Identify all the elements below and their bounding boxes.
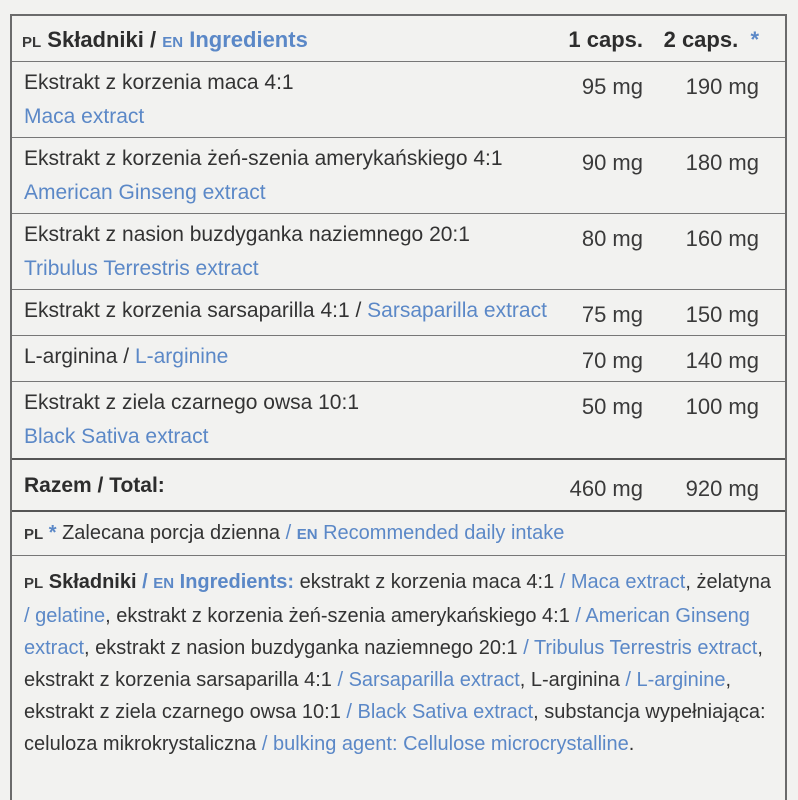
row-value-1caps: 50 mg (581, 394, 643, 419)
row-value-2caps: 180 mg (685, 150, 759, 175)
ingredient-pl-text: , ekstrakt z ziela czarnego owsa 10:1 (24, 669, 732, 723)
row-en-name: Maca extract (24, 105, 145, 128)
row-value-2caps: 160 mg (685, 226, 759, 251)
ingredient-en-text: / L-arginine (625, 669, 726, 691)
table-row (12, 290, 785, 336)
table-title (22, 27, 308, 53)
row-en-name: Tribulus Terrestris extract (24, 257, 259, 280)
en-title: Ingredients (189, 27, 308, 52)
row-en-name: American Ginseng extract (24, 181, 266, 204)
ingredient-pl-text: , żelatyna (685, 571, 771, 593)
pl-tag: PL (22, 34, 42, 51)
ingredient-list (24, 571, 771, 755)
ingredients-panel (10, 14, 787, 800)
ingr-pl-label: Składniki (48, 571, 137, 593)
row-value-2caps: 190 mg (685, 74, 759, 99)
row-label (24, 66, 294, 134)
row-value-1caps: 80 mg (581, 226, 643, 251)
row-pl-name: Ekstrakt z korzenia żeń-szenia amerykańskiego 4:1 (24, 147, 503, 170)
row-pl-name: L-arginina (24, 345, 118, 368)
ingredient-pl-text: . (628, 733, 635, 755)
row-label (24, 294, 547, 328)
pl-title: Składniki (47, 27, 144, 52)
ingredient-pl-text: , ekstrakt z korzenia sarsaparilla 4:1 (24, 637, 763, 691)
table-row (12, 214, 785, 290)
row-label (24, 218, 470, 286)
total-value-1caps: 460 mg (569, 476, 643, 501)
col2-label: 2 caps. (663, 27, 739, 52)
row-pl-name: Ekstrakt z ziela czarnego owsa 10:1 (24, 391, 359, 414)
ingr-pl-tag: PL (24, 575, 44, 592)
row-value-1caps: 70 mg (581, 348, 643, 373)
table-row (12, 138, 785, 214)
ingredient-pl-text: , substancja wypełniająca: celuloza mikrokrystaliczna (24, 701, 766, 755)
ingredient-pl-text: , ekstrakt z nasion buzdyganka naziemnego 20:1 (84, 637, 524, 659)
row-pl-name: Ekstrakt z korzenia maca 4:1 (24, 71, 294, 94)
table-header (12, 16, 785, 62)
row-value-1caps: 95 mg (581, 74, 643, 99)
ingredient-en-text: / American Ginseng extract (24, 605, 750, 659)
ingredient-en-text: / gelatine (24, 605, 106, 627)
col-header-2caps (664, 27, 759, 53)
note-en-tag: EN (296, 526, 318, 543)
note-separator: / (285, 522, 292, 544)
note-en-text: Recommended daily intake (323, 522, 565, 544)
row-en-name: Sarsaparilla extract (367, 299, 547, 322)
row-value-2caps: 150 mg (685, 302, 759, 327)
ingredient-en-text: / Maca extract (559, 571, 686, 593)
ingredient-en-text: / bulking agent: Cellulose microcrystalline (261, 733, 629, 755)
note-pl-text: Zalecana porcja dzienna (62, 522, 281, 544)
note-asterisk: * (48, 522, 57, 544)
ingredient-en-text: / Sarsaparilla extract (337, 669, 520, 691)
table-row (12, 62, 785, 138)
row-value-2caps: 140 mg (685, 348, 759, 373)
asterisk: * (750, 27, 759, 52)
row-value-2caps: 100 mg (685, 394, 759, 419)
note-text (24, 516, 564, 552)
row-separator: / (355, 299, 362, 322)
row-value-1caps: 75 mg (581, 302, 643, 327)
row-label (24, 142, 503, 210)
row-pl-name: Ekstrakt z nasion buzdyganka naziemnego 20:1 (24, 223, 470, 246)
ingr-separator: / (142, 571, 148, 593)
row-separator: / (123, 345, 130, 368)
note-pl-tag: PL (24, 526, 44, 543)
ingredient-pl-text: , ekstrakt z korzenia żeń-szenia amerykańskiego 4:1 (105, 605, 576, 627)
ingredient-pl-text: ekstrakt z korzenia maca 4:1 (299, 571, 560, 593)
row-value-1caps: 90 mg (581, 150, 643, 175)
total-value-2caps: 920 mg (685, 476, 759, 501)
total-label: Razem / Total: (24, 474, 165, 497)
table-row (12, 382, 785, 460)
ingr-en-tag: EN (153, 575, 175, 592)
row-label (24, 340, 228, 374)
ingredient-pl-text: , L-arginina (519, 669, 626, 691)
total-row (12, 460, 785, 512)
daily-intake-note (12, 512, 785, 556)
ingredients-paragraph (24, 566, 771, 760)
col-header-1caps: 1 caps. (568, 27, 643, 52)
ingredient-en-text: / Black Sativa extract (346, 701, 534, 723)
table-row (12, 336, 785, 382)
row-pl-name: Ekstrakt z korzenia sarsaparilla 4:1 (24, 299, 350, 322)
row-en-name: Black Sativa extract (24, 425, 209, 448)
row-label (24, 386, 359, 454)
title-separator: / (150, 27, 157, 52)
row-en-name: L-arginine (134, 345, 229, 368)
en-tag: EN (162, 34, 184, 51)
ingredient-en-text: / Tribulus Terrestris extract (523, 637, 758, 659)
ingr-en-label: Ingredients: (179, 571, 295, 593)
